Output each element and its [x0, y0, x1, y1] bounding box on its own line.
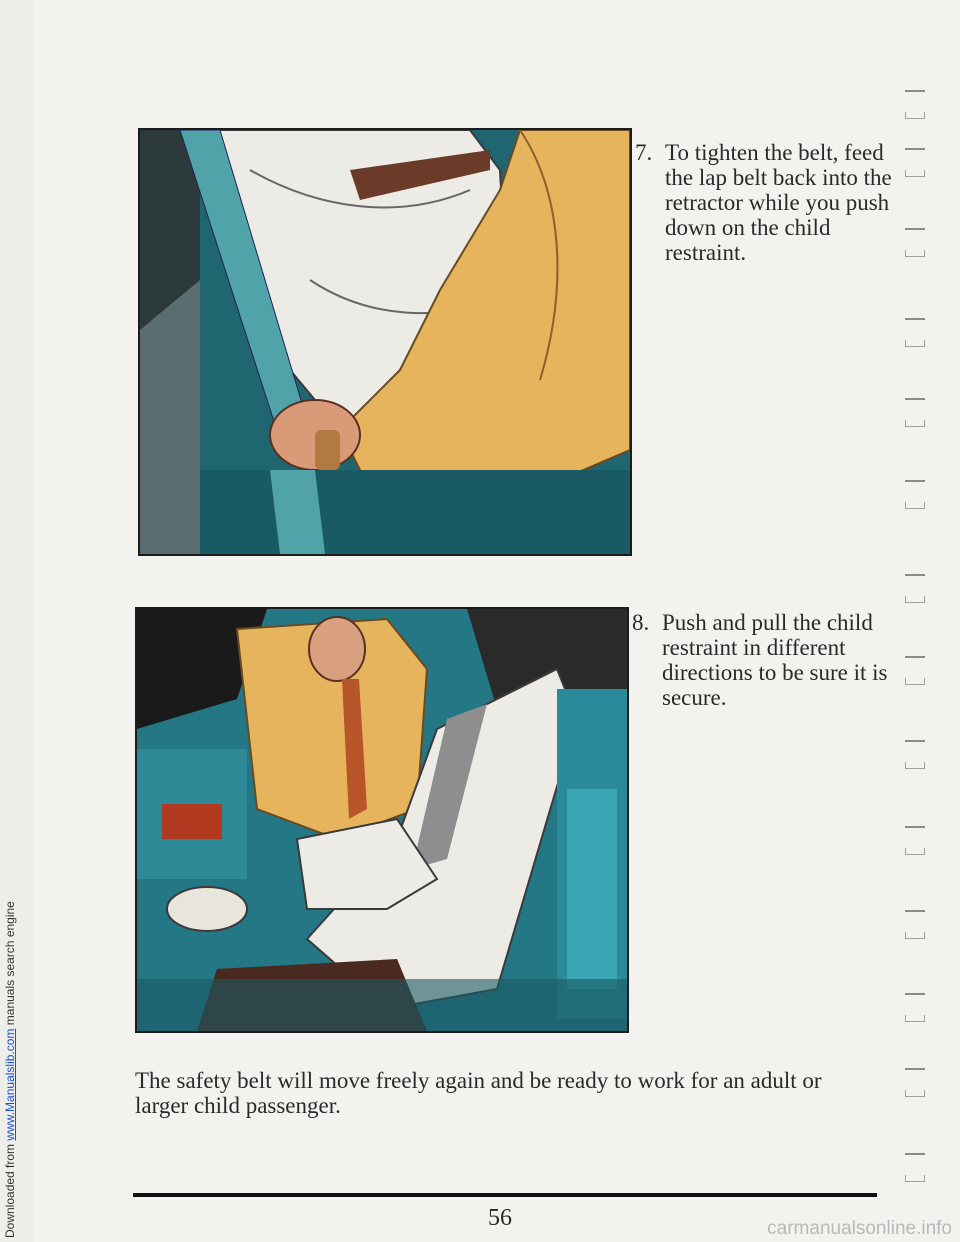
- edge-tab: [905, 656, 927, 686]
- illustration-tighten-belt: [138, 128, 632, 556]
- illustration-push-pull-restraint: [135, 607, 629, 1033]
- page-number: 56: [488, 1205, 512, 1231]
- edge-tab: [905, 148, 927, 178]
- edge-tab: [905, 910, 927, 940]
- push-pull-drawing: [137, 609, 627, 1031]
- edge-tab: [905, 574, 927, 604]
- tighten-belt-drawing: [140, 130, 630, 554]
- edge-tab: [905, 740, 927, 770]
- step-number: 7.: [635, 140, 653, 165]
- edge-tab: [905, 90, 927, 120]
- watermark-prefix: Downloaded from: [3, 1140, 17, 1238]
- footer-site-watermark: carmanualsonline.info: [767, 1218, 952, 1239]
- closing-paragraph: The safety belt will move freely again and be ready to work for an adult or larger child passenger.: [135, 1068, 822, 1118]
- edge-tab: [905, 480, 927, 510]
- edge-tab: [905, 1153, 927, 1183]
- step-text: To tighten the belt, feed the lap belt back into the retractor while you push down on the child restraint.: [665, 140, 892, 265]
- manualslib-link[interactable]: www.Manualslib.com: [3, 1028, 17, 1141]
- edge-tab: [905, 398, 927, 428]
- edge-tab: [905, 826, 927, 856]
- watermark-suffix: manuals search engine: [3, 901, 17, 1029]
- edge-tab: [905, 228, 927, 258]
- edge-tab: [905, 993, 927, 1023]
- step-number: 8.: [632, 610, 650, 635]
- edge-tab: [905, 318, 927, 348]
- step-text: Push and pull the child restraint in different directions to be sure it is secure.: [662, 610, 888, 710]
- download-watermark: [3, 901, 17, 1238]
- footer-rule: [133, 1193, 877, 1197]
- edge-tab: [905, 1068, 927, 1098]
